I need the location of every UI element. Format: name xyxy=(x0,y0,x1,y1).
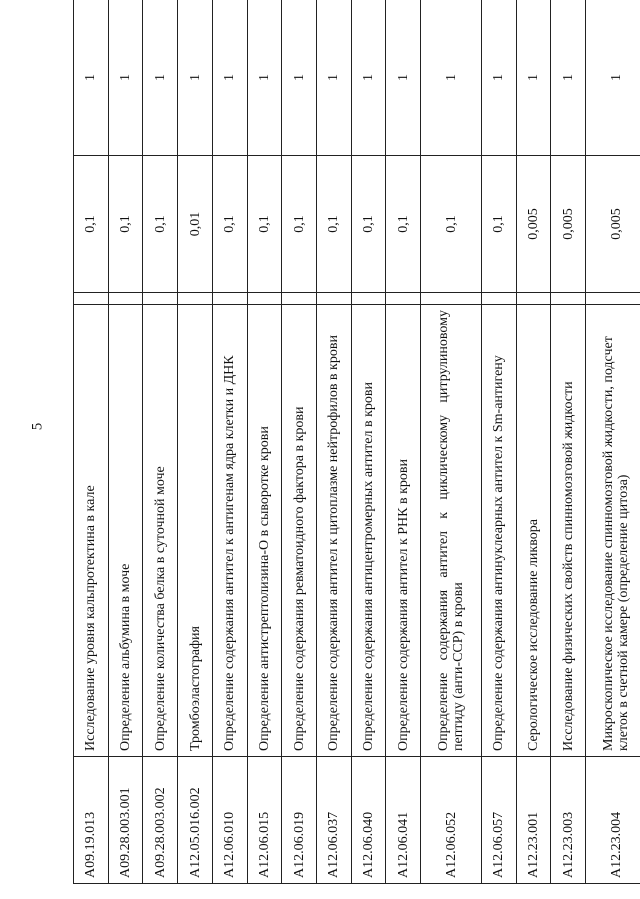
table-row xyxy=(143,0,178,884)
table-row xyxy=(247,0,282,884)
service-name-cell: Определение содержания антицентромерных антител в крови xyxy=(351,305,386,757)
service-code-cell: A12.23.003 xyxy=(551,757,586,884)
average-count-cell: 1 xyxy=(386,0,421,156)
average-count-cell: 1 xyxy=(351,0,386,156)
service-name-cell: Тромбоэластография xyxy=(178,305,213,757)
empty-cell xyxy=(108,293,143,305)
average-count-cell: 1 xyxy=(212,0,247,156)
table-row xyxy=(282,0,317,884)
medical-services-table xyxy=(73,0,640,884)
service-name-cell: Серологическое исследование ликвора xyxy=(516,305,551,757)
frequency-cell: 0,005 xyxy=(516,156,551,293)
table-row xyxy=(481,0,516,884)
service-code-cell: A09.28.003.001 xyxy=(108,757,143,884)
services-table-sheet xyxy=(72,18,640,885)
average-count-cell: 1 xyxy=(551,0,586,156)
frequency-cell: 0,1 xyxy=(282,156,317,293)
table-row xyxy=(178,0,213,884)
service-code-cell: A12.23.004 xyxy=(586,757,640,884)
average-count-cell: 1 xyxy=(247,0,282,156)
service-name-cell: Исследование физических свойств спинномозговой жидкости xyxy=(551,305,586,757)
empty-cell xyxy=(351,293,386,305)
table-row xyxy=(586,0,640,884)
empty-cell xyxy=(212,293,247,305)
service-name-cell: Определение содержания ревматоидного фактора в крови xyxy=(282,305,317,757)
table-row xyxy=(421,0,482,884)
service-code-cell: A09.28.003.002 xyxy=(143,757,178,884)
average-count-cell: 1 xyxy=(282,0,317,156)
average-count-cell: 1 xyxy=(481,0,516,156)
service-code-cell: A12.06.040 xyxy=(351,757,386,884)
service-name-cell: Определение содержания антител к антигенам ядра клетки и ДНК xyxy=(212,305,247,757)
empty-cell xyxy=(143,293,178,305)
table-row xyxy=(351,0,386,884)
empty-cell xyxy=(516,293,551,305)
frequency-cell: 0,01 xyxy=(178,156,213,293)
average-count-cell: 1 xyxy=(586,0,640,156)
frequency-cell: 0,1 xyxy=(481,156,516,293)
empty-cell xyxy=(586,293,640,305)
service-code-cell: A12.06.052 xyxy=(421,757,482,884)
table-row xyxy=(74,0,109,884)
average-count-cell: 1 xyxy=(74,0,109,156)
service-code-cell: A12.06.037 xyxy=(317,757,352,884)
frequency-cell: 0,005 xyxy=(551,156,586,293)
service-code-cell: A12.05.016.002 xyxy=(178,757,213,884)
frequency-cell: 0,005 xyxy=(586,156,640,293)
service-name-cell: Определение содержания антител к цитоплазме нейтрофилов в крови xyxy=(317,305,352,757)
empty-cell xyxy=(386,293,421,305)
empty-cell xyxy=(481,293,516,305)
service-code-cell: A12.06.010 xyxy=(212,757,247,884)
table-row xyxy=(551,0,586,884)
service-code-cell: A12.06.041 xyxy=(386,757,421,884)
empty-cell xyxy=(74,293,109,305)
average-count-cell: 1 xyxy=(108,0,143,156)
service-name-cell: Определение содержания антител к циклическому цитрулиновому пептиду (анти-ССР) в крови xyxy=(421,305,482,757)
service-code-cell: A09.19.013 xyxy=(74,757,109,884)
table-row xyxy=(386,0,421,884)
average-count-cell: 1 xyxy=(143,0,178,156)
empty-cell xyxy=(551,293,586,305)
service-name-cell: Определение содержания антител к РНК в крови xyxy=(386,305,421,757)
table-row xyxy=(212,0,247,884)
average-count-cell: 1 xyxy=(317,0,352,156)
table-body xyxy=(74,0,640,884)
service-name-cell: Определение количества белка в суточной моче xyxy=(143,305,178,757)
empty-cell xyxy=(317,293,352,305)
frequency-cell: 0,1 xyxy=(143,156,178,293)
frequency-cell: 0,1 xyxy=(212,156,247,293)
service-name-cell: Определение альбумина в моче xyxy=(108,305,143,757)
frequency-cell: 0,1 xyxy=(386,156,421,293)
average-count-cell: 1 xyxy=(178,0,213,156)
table-row xyxy=(317,0,352,884)
average-count-cell: 1 xyxy=(516,0,551,156)
frequency-cell: 0,1 xyxy=(351,156,386,293)
service-code-cell: A12.23.001 xyxy=(516,757,551,884)
service-name-cell: Микроскопическое исследование спинномозговой жидкости, подсчет клеток в счетной камере (определение цитоза) xyxy=(586,305,640,757)
frequency-cell: 0,1 xyxy=(74,156,109,293)
frequency-cell: 0,1 xyxy=(317,156,352,293)
frequency-cell: 0,1 xyxy=(247,156,282,293)
empty-cell xyxy=(421,293,482,305)
service-code-cell: A12.06.057 xyxy=(481,757,516,884)
page-number: 5 xyxy=(29,422,46,431)
frequency-cell: 0,1 xyxy=(421,156,482,293)
empty-cell xyxy=(282,293,317,305)
frequency-cell: 0,1 xyxy=(108,156,143,293)
service-code-cell: A12.06.015 xyxy=(247,757,282,884)
service-name-cell: Исследование уровня кальпротектина в кале xyxy=(74,305,109,757)
average-count-cell: 1 xyxy=(421,0,482,156)
table-row xyxy=(108,0,143,884)
service-name-cell: Определение антистрептолизина-О в сыворотке крови xyxy=(247,305,282,757)
empty-cell xyxy=(178,293,213,305)
empty-cell xyxy=(247,293,282,305)
table-row xyxy=(516,0,551,884)
service-name-cell: Определение содержания антинуклеарных антител к Sm-антигену xyxy=(481,305,516,757)
service-code-cell: A12.06.019 xyxy=(282,757,317,884)
